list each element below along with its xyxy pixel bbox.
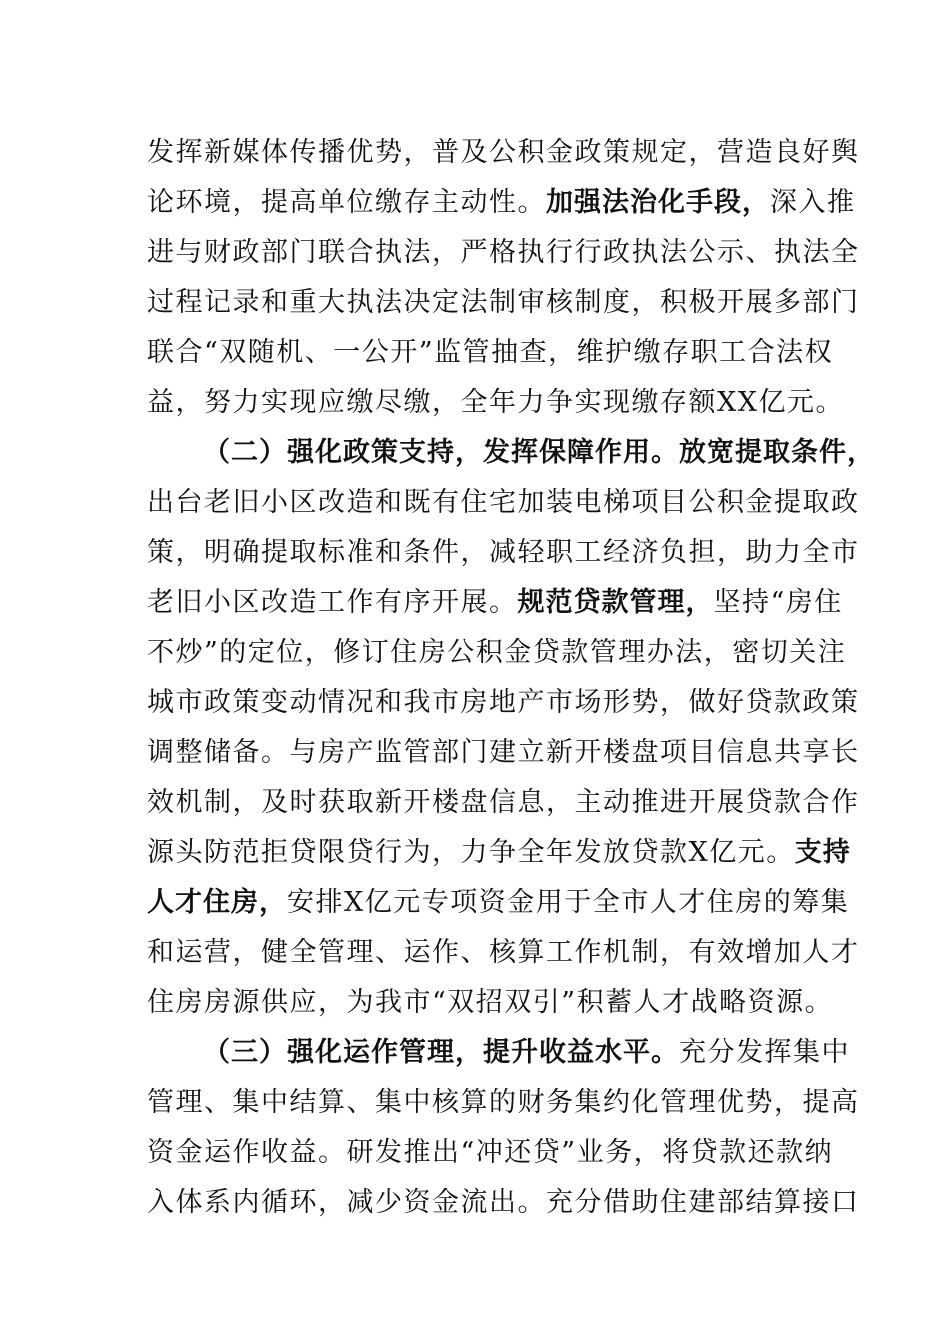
body-text: 坚持“房住 (713, 587, 843, 618)
text-line (147, 628, 847, 678)
text-line (147, 478, 860, 528)
body-text: 源头防范拒贷限贷行为，力争全年发放贷款X亿元。 (147, 837, 795, 868)
text-line (147, 128, 860, 178)
text-line (147, 528, 860, 578)
bold-heading-text: （三）强化运作管理，提升收益水平。 (203, 1037, 679, 1068)
text-line (147, 1028, 850, 1078)
text-line (147, 328, 834, 378)
text-line (147, 1178, 860, 1228)
body-text: 论环境，提高单位缴存主动性。 (147, 187, 546, 218)
bold-heading-text: 规范贷款管理， (517, 587, 714, 618)
body-text: 发挥新媒体传播优势，普及公积金政策规定，营造良好舆 (147, 137, 860, 168)
text-line (147, 578, 843, 628)
body-text: 联合“双随机、一公开”监管抽查，维护缴存职工合法权 (147, 337, 834, 368)
bold-heading-text: 加强法治化手段， (546, 187, 770, 218)
text-line (147, 178, 856, 228)
text-line (147, 428, 875, 478)
text-line (147, 378, 844, 428)
body-text: 安排X亿元专项资金用于全市人才住房的筹集 (287, 887, 850, 918)
body-text: 进与财政部门联合执法，严格执行行政执法公示、执法全 (147, 237, 860, 268)
body-text: 不炒”的定位，修订住房公积金贷款管理办法，密切关注 (147, 637, 847, 668)
document-body (147, 128, 875, 1228)
text-line (147, 928, 860, 978)
body-text: 城市政策变动情况和我市房地产市场形势，做好贷款政策 (147, 687, 860, 718)
text-line (147, 1078, 860, 1128)
body-text: 效机制，及时获取新开楼盘信息，主动推进开展贷款合作 (147, 787, 860, 818)
body-text: 管理、集中结算、集中核算的财务集约化管理优势，提高 (147, 1087, 860, 1118)
bold-heading-text: （二）强化政策支持，发挥保障作用。放宽提取条件， (203, 437, 875, 468)
text-line (147, 728, 860, 778)
text-line (147, 228, 860, 278)
body-text: 老旧小区改造工作有序开展。 (147, 587, 518, 618)
text-line (147, 678, 860, 728)
body-text: 住房房源供应，为我市“双招双引”积蓄人才战略资源。 (147, 987, 834, 1018)
body-text: 益，努力实现应缴尽缴，全年力争实现缴存额XX亿元。 (147, 387, 844, 418)
bold-heading-text: 人才住房， (147, 887, 287, 918)
body-text: 出台老旧小区改造和既有住宅加装电梯项目公积金提取政 (147, 487, 860, 518)
body-text: 和运营，健全管理、运作、核算工作机制，有效增加人才 (147, 937, 860, 968)
body-text: 入体系内循环，减少资金流出。充分借助住建部结算接口 (147, 1187, 860, 1218)
body-text: 调整储备。与房产监管部门建立新开楼盘项目信息共享长 (147, 737, 860, 768)
body-text: 资金运作收益。研发推出“冲还贷”业务，将贷款还款纳 (147, 1137, 834, 1168)
text-line (147, 978, 834, 1028)
body-text: 深入推 (770, 187, 856, 218)
body-text: 充分发挥集中 (679, 1037, 850, 1068)
bold-heading-text: 支持 (794, 837, 851, 868)
text-line (147, 1128, 834, 1178)
body-text: 策，明确提取标准和条件，减轻职工经济负担，助力全市 (147, 537, 860, 568)
text-line (147, 278, 860, 328)
text-line (147, 778, 860, 828)
text-line (147, 878, 850, 928)
body-text: 过程记录和重大执法决定法制审核制度，积极开展多部门 (147, 287, 860, 318)
text-line (147, 828, 851, 878)
